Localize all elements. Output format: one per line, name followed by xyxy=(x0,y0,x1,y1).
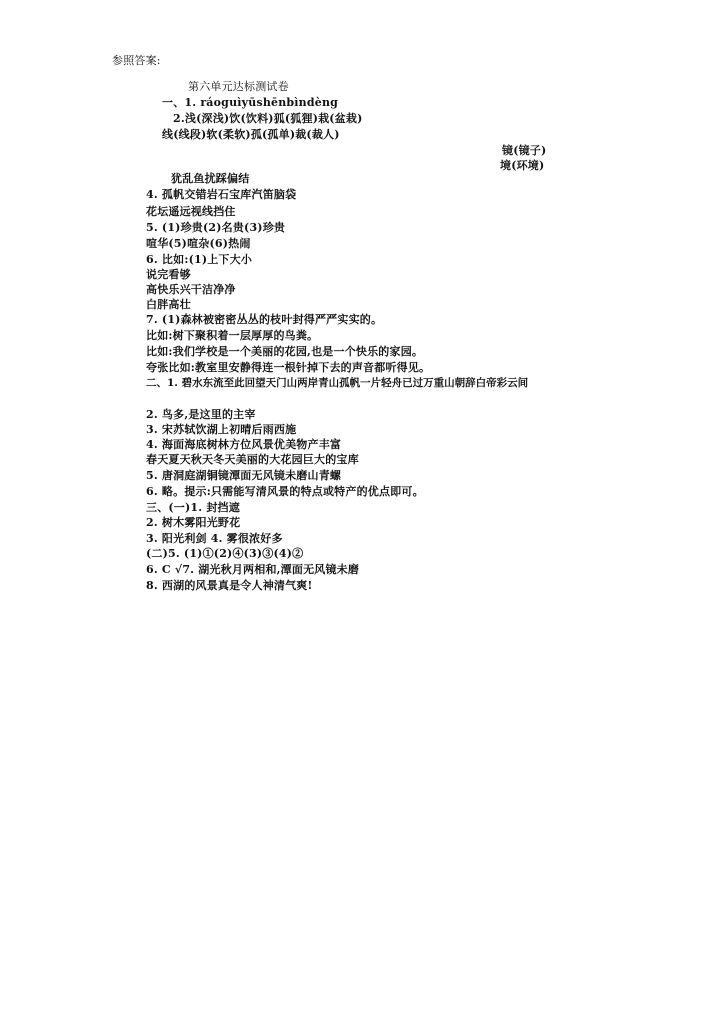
answer-line-23: 春天夏天秋天冬天美丽的大花园巨大的宝库 xyxy=(146,453,359,466)
answer-line-12: 说完看够 xyxy=(146,268,191,281)
answer-line-30: 6. C √7. 湖光秋月两相和,潭面无风镜未磨 xyxy=(146,563,360,576)
answer-line-15: 7. (1)森林被密密丛丛的枝叶封得严严实实的。 xyxy=(146,313,383,326)
answer-line-13: 高快乐兴干洁净净 xyxy=(146,283,236,296)
answer-line-16: 比如:树下聚积着一层厚厚的鸟粪。 xyxy=(146,329,319,342)
answer-line-18: 夸张比如:教室里安静得连一根针掉下去的声音都听得见。 xyxy=(146,361,431,374)
answer-line-19: 二、1. 碧水东流至此回望天门山两岸青山孤帆一片轻舟已过万重山朝辞白帝彩云间 xyxy=(146,377,529,389)
answer-line-2: 2.浅(深浅)饮(饮料)狐(狐狸)栽(盆栽) xyxy=(173,112,363,125)
answer-line-28: 3. 阳光利剑 4. 雾很浓好多 xyxy=(146,532,283,545)
answer-line-11: 6. 比如:(1)上下大小 xyxy=(146,253,253,266)
answer-line-10: 喧华(5)喧杂(6)热闹 xyxy=(146,237,251,250)
answer-line-3: 线(线段)软(柔软)孤(孤单)裁(裁人) xyxy=(162,128,340,141)
answer-line-21: 3. 宋苏轼饮湖上初晴后雨西施 xyxy=(146,423,297,436)
page-title: 第六单元达标测试卷 xyxy=(188,80,289,93)
answer-line-27: 2. 树木雾阳光野花 xyxy=(146,516,241,529)
answer-line-1: 一、1. ráoguìyūshēnbìndèng xyxy=(162,96,339,109)
answer-line-6: 犹乱鱼扰踩偏结 xyxy=(171,172,250,185)
answer-line-25: 6. 略。提示:只需能写清风景的特点或特产的优点即可。 xyxy=(146,485,424,498)
answer-line-4: 镜(镜子) xyxy=(502,144,547,157)
answer-line-8: 花坛遥远视线挡住 xyxy=(146,205,236,218)
answer-line-24: 5. 唐洞庭湖铜镜潭面无风镜未磨山青螺 xyxy=(146,469,342,482)
answer-line-29: (二)5. (1)①(2)④(3)③(4)② xyxy=(146,547,304,560)
answer-header: 参照答案: xyxy=(112,54,161,67)
answer-line-14: 白胖高壮 xyxy=(146,298,191,311)
answer-line-20: 2. 鸟多,是这里的主宰 xyxy=(146,408,256,421)
answer-line-9: 5. (1)珍贵(2)名贵(3)珍贵 xyxy=(146,221,286,234)
answer-line-31: 8. 西湖的风景真是令人神清气爽! xyxy=(146,579,313,592)
answer-line-17: 比如:我们学校是一个美丽的花园,也是一个快乐的家园。 xyxy=(146,345,424,358)
answer-line-7: 4. 孤帆交错岩石宝库汽笛脑袋 xyxy=(146,188,297,201)
answer-line-22: 4. 海面海底树林方位风景优美物产丰富 xyxy=(146,438,342,451)
answer-line-5: 境(环境) xyxy=(500,159,545,172)
answer-line-26: 三、(一)1. 封挡遮 xyxy=(146,501,240,514)
